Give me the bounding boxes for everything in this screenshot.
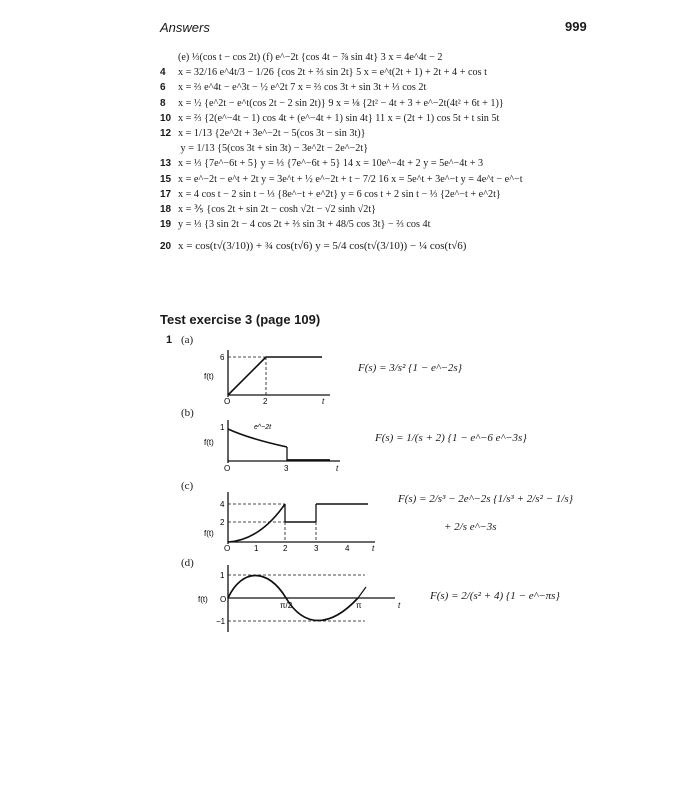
- t-axis-label: t: [322, 397, 325, 405]
- answer-line: [160, 141, 580, 156]
- part-label-d: (d): [181, 557, 194, 569]
- y-tick-label: −1: [216, 617, 226, 626]
- formula-a: F(s) = 3/s² {1 − e^−2s}: [358, 362, 463, 374]
- x-tick-label: π: [356, 601, 362, 610]
- answer-number: 8: [160, 97, 166, 109]
- answer-line: [160, 202, 580, 217]
- answer-number: 10: [160, 112, 172, 124]
- answer-line: [160, 111, 580, 126]
- curve-label: e^−2t: [254, 424, 272, 431]
- graph-a: [190, 345, 350, 405]
- x-tick-label: 4: [345, 544, 350, 553]
- answer-number: 12: [160, 127, 172, 139]
- answer-number: 15: [160, 173, 172, 185]
- answer-number: 6: [160, 82, 166, 94]
- part-label-a: (a): [181, 334, 194, 346]
- part-label-c: (c): [181, 480, 194, 492]
- answer-line: [160, 126, 580, 141]
- answer-line: [160, 96, 580, 111]
- section-heading: Test exercise 3 (page 109): [160, 312, 321, 327]
- answer-text: x = 1/13 {2e^2t + 3e^−2t − 5(cos 3t − sin 3t)}: [178, 127, 366, 139]
- answer-number: 17: [160, 188, 172, 200]
- answer-number: 20: [160, 241, 172, 253]
- t-axis-label: t: [398, 601, 401, 610]
- f-axis-label: f(t): [198, 595, 208, 604]
- y-tick-label: 4: [220, 500, 225, 509]
- origin-label: O: [220, 595, 227, 604]
- decay-curve: [228, 429, 287, 447]
- answer-line: [160, 156, 580, 171]
- origin-label: O: [224, 464, 231, 473]
- answer-line: [160, 217, 580, 232]
- x-tick-label: 2: [263, 397, 268, 405]
- formula-d: F(s) = 2/(s² + 4) {1 − e^−πs}: [430, 590, 560, 602]
- ramp-line: [228, 357, 266, 395]
- answer-text: x = cos(t√(3/10)) + ¾ cos(t√6) y = 5/4 cos(t√(3/10)) − ¼ cos(t√6): [178, 240, 467, 253]
- problem-number: 1: [166, 334, 173, 346]
- f-axis-label: f(t): [204, 529, 214, 538]
- answer-text: x = 32/16 e^4t/3 − 1/26 {cos 2t + ⅔ sin 2t} 5 x = e^t(2t + 1) + 2t + 4 + cos t: [178, 67, 487, 79]
- x-tick-label: π/2: [280, 601, 293, 610]
- x-tick-label: 3: [284, 464, 289, 473]
- y-tick-label: 1: [220, 571, 225, 580]
- answer-text: (e) ⅓(cos t − cos 2t) (f) e^−2t {cos 4t − ⅞ sin 4t} 3 x = 4e^4t − 2: [178, 52, 443, 63]
- answer-text: x = ⅓ {7e^−6t + 5} y = ⅓ {7e^−6t + 5} 14 x = 10e^−4t + 2 y = 5e^−4t + 3: [178, 158, 484, 170]
- answer-text: x = e^−2t − e^t + 2t y = 3e^t + ½ e^−2t + t − 7/2 16 x = 5e^t + 3e^−t y = 4e^t − e^−t: [178, 173, 523, 185]
- graph-b: [190, 415, 360, 475]
- origin-label: O: [224, 397, 231, 405]
- y-tick-label: 2: [220, 518, 225, 527]
- page-number: 999: [565, 19, 587, 34]
- answer-number: 18: [160, 203, 172, 215]
- f-axis-label: f(t): [204, 438, 214, 447]
- answer-line: [160, 50, 580, 65]
- answer-text: x = 4 cos t − 2 sin t − ⅓ {8e^−t + e^2t} y = 6 cos t + 2 sin t − ⅓ {2e^−t + e^2t}: [178, 188, 501, 200]
- x-tick-label: 3: [314, 544, 319, 553]
- answer-text: x = ⅔ {2(e^−4t − 1) cos 4t + (e^−4t + 1) sin 4t} 11 x = (2t + 1) cos 5t + t sin 5t: [178, 112, 500, 124]
- origin-label: O: [224, 544, 231, 553]
- answer-line: [160, 172, 580, 187]
- y-tick-label: 1: [220, 423, 225, 432]
- running-header-title: Answers: [160, 20, 210, 35]
- part-label-b: (b): [181, 407, 194, 419]
- answer-number: 4: [160, 67, 166, 79]
- answer-line: [160, 80, 580, 95]
- answer-text: x = ½ {e^2t − e^t(cos 2t − 2 sin 2t)} 9 x = ⅛ {2t² − 4t + 3 + e^−2t(4t² + 6t + 1)}: [178, 97, 504, 109]
- answer-line: [160, 187, 580, 202]
- answer-text: x = ⅔ e^4t − e^3t − ½ e^2t 7 x = ⅔ cos 3t + sin 3t + ⅓ cos 2t: [178, 82, 427, 94]
- answer-line: [160, 232, 580, 260]
- answer-number: 13: [160, 158, 172, 170]
- answers-block: [160, 50, 580, 260]
- x-tick-label: 2: [283, 544, 288, 553]
- graph-d: [190, 562, 410, 634]
- formula-b: F(s) = 1/(s + 2) {1 − e^−6 e^−3s}: [375, 432, 527, 444]
- formula-c: F(s) = 2/s³ − 2e^−2s {1/s³ + 2/s² − 1/s}: [398, 493, 574, 505]
- t-axis-label: t: [372, 544, 375, 553]
- answer-number: 19: [160, 219, 172, 231]
- graph-c: [190, 488, 385, 558]
- t-axis-label: t: [336, 464, 339, 473]
- answer-text: y = 1/13 {5(cos 3t + sin 3t) − 3e^2t − 2e^−2t}: [178, 143, 369, 155]
- f-axis-label: f(t): [204, 372, 214, 381]
- formula-c-continuation: + 2/s e^−3s: [444, 521, 497, 533]
- answer-line: [160, 65, 580, 80]
- answer-text: x = ⅗ {cos 2t + sin 2t − cosh √2t − √2 sinh √2t}: [178, 203, 377, 215]
- sine-tail: [358, 587, 366, 598]
- answer-text: y = ⅓ {3 sin 2t − 4 cos 2t + ⅔ sin 3t + 48/5 cos 3t} − ⅔ cos 4t: [178, 219, 431, 231]
- y-tick-label: 6: [220, 353, 225, 362]
- x-tick-label: 1: [254, 544, 259, 553]
- parabola-curve: [228, 504, 285, 542]
